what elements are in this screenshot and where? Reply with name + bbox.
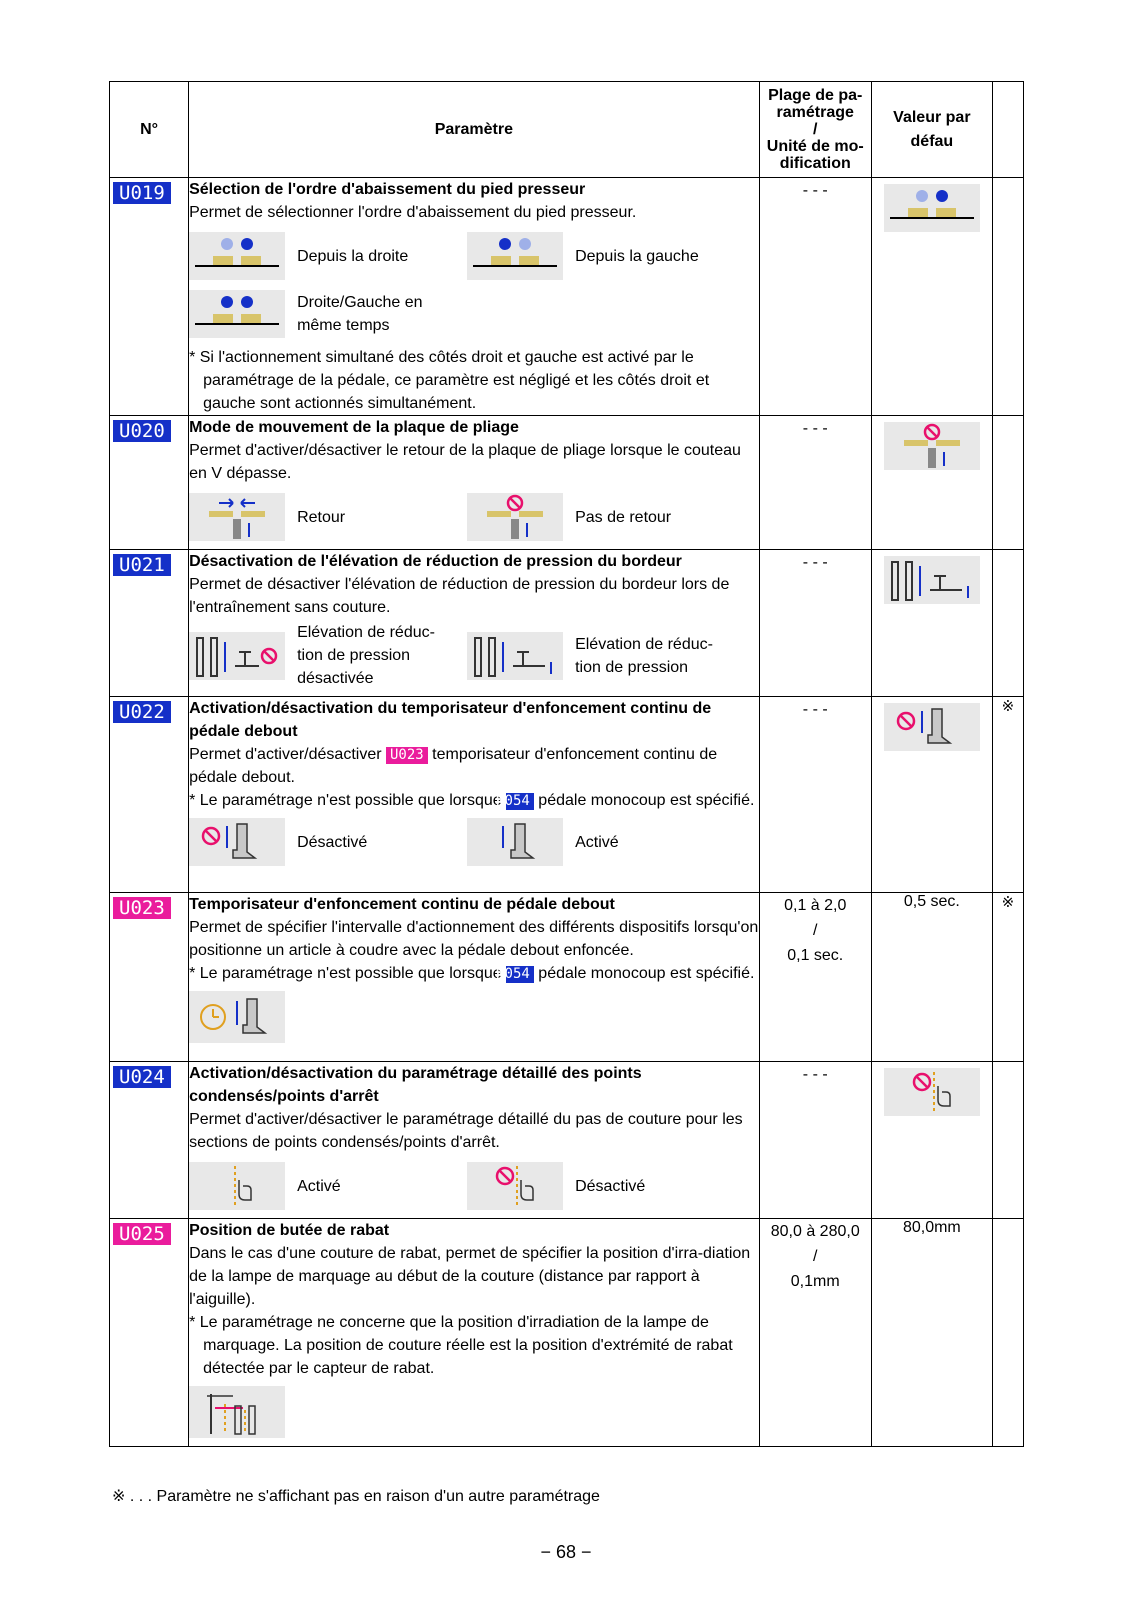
range-value: - - - [802,554,828,571]
hidden-param-mark: ※ [1001,894,1015,911]
option-item [467,816,745,868]
range-value: - - - [802,182,828,199]
option-label: Droite/Gauche en même temps [297,294,423,334]
range-min-max: 80,0 à 280,0 [770,1223,860,1240]
pressure-lift-icon [884,556,980,604]
header-default: Valeur par défau [871,82,992,178]
parameter-title: Temporisateur d'enfoncement continu de pédale debout [189,896,615,913]
option-label: Désactivé [297,833,368,851]
range-value: - - - [802,1066,828,1083]
parameter-code-badge: U023 [113,897,171,919]
option-label: Depuis la droite [297,247,409,265]
option-item [467,491,745,543]
option-item [189,1160,467,1212]
page-number: − 68 − [540,1542,592,1562]
footnote: ※ . . . Paramètre ne s'affichant pas en raison d'un autre paramétrage [112,1488,600,1505]
parameter-description: Permet de désactiver l'élévation de réduction de pression du bordeur lors de l'entraînement sans couture. [189,576,730,616]
parameter-code-badge: U022 [113,701,171,723]
parameter-title: Désactivation de l'élévation de réduction de pression du bordeur [189,553,682,570]
range-min-max: 0,1 à 2,0 [784,897,847,914]
parameter-title: Position de butée de rabat [189,1222,390,1239]
option-item [467,621,745,690]
inline-code-badge: K054 [506,966,534,983]
table-row [110,416,1024,550]
option-item [189,491,467,543]
parameter-note: * Le paramétrage n'est possible que lorsque K054 pédale monocoup est spécifié. [189,965,755,982]
parameter-description: Dans le cas d'une couture de rabat, permet de spécifier la position d'irra-diation de la lampe de marquage au début de la couture (distance par rapport à l'aiguille). [189,1245,751,1308]
table-row: U025 Position de butée de rabat Dans le cas d'une couture de rabat, permet de spécifier la position d'irra-diation de la lampe de marquage au début de la couture (distance par rapport à l'aiguille). * Le paramétrage ne concerne que la position d'irradiation de la lampe de marquage. La position de couture réelle est la position d'extrémité de rabat détectée par le capteur de rabat. 80,0 à 280,0 / 0,1mm 80,0mm [110,1219,1024,1447]
range-value: - - - [802,701,828,718]
parameter-title: Mode de mouvement de la plaque de pliage [189,419,519,436]
pedal-timer-icon [189,991,285,1043]
condensed-stitch-disabled-icon [467,1162,563,1210]
option-item [189,230,467,282]
default-value: 0,5 sec. [903,893,960,910]
folding-plate-no-return-icon [884,422,980,470]
presser-foot-right-first-icon [189,232,285,280]
presser-foot-left-first-icon [467,232,563,280]
condensed-stitch-disabled-icon [884,1068,980,1116]
option-label: Pas de retour [575,508,672,526]
hem-stopper-position-icon [189,1386,285,1438]
option-item [189,816,467,868]
parameter-note: * Le paramétrage ne concerne que la position d'irradiation de la lampe de marquage. La position de couture réelle est la position d'extrémité de rabat détectée par le capteur de rabat. [189,1314,733,1377]
parameter-title: Sélection de l'ordre d'abaissement du pied presseur [189,181,586,198]
option-label: Activé [575,833,619,851]
option-item [467,230,745,282]
parameter-table [109,81,1024,1447]
option-label: Elévation de réduc-tion de pression désactivée [297,624,435,687]
parameter-title: Activation/désactivation du paramétrage détaillé des points condensés/points d'arrêt [189,1065,642,1105]
hidden-param-mark: ※ [1001,698,1015,715]
pedal-timer-disabled-icon [884,703,980,751]
table-row [110,697,1024,893]
option-item [189,621,467,690]
pedal-timer-disabled-icon [189,818,285,866]
option-label: Activé [297,1177,341,1195]
presser-foot-right-first-icon [884,184,980,232]
parameter-code-badge: U025 [113,1223,171,1245]
option-label: Elévation de réduc-tion de pression [575,635,713,676]
inline-code-badge: K054 [506,793,534,810]
folding-plate-return-icon [189,493,285,541]
header-parameter: Paramètre [189,82,760,178]
parameter-description: Permet d'activer/désactiver le retour de la plaque de pliage lorsque le couteau en V dépasse. [189,442,741,482]
parameter-code-badge: U021 [113,554,171,576]
parameter-description: Permet de sélectionner l'ordre d'abaissement du pied presseur. [189,204,637,221]
range-value: - - - [802,420,828,437]
option-label: Depuis la gauche [575,247,699,265]
table-header-row [110,82,1024,178]
presser-foot-simultaneous-icon [189,290,285,338]
header-range: Plage de pa- ramétrage / Unité de mo- dification [759,82,871,178]
pedal-timer-enabled-icon [467,818,563,866]
table-row [110,1062,1024,1219]
parameter-code-badge: U019 [113,182,171,204]
parameter-note: * Si l'actionnement simultané des côtés droit et gauche est activé par le paramétrage de la pédale, ce paramètre est négligé et les côtés droit et gauche sont actionnés simultanément. [189,349,710,412]
default-value: 80,0mm [902,1219,961,1236]
parameter-code-badge: U024 [113,1066,171,1088]
parameter-note: * Le paramétrage n'est possible que lorsque K054 pédale monocoup est spécifié. [189,792,755,809]
option-label: Désactivé [575,1177,646,1195]
parameter-code-badge: U020 [113,420,171,442]
table-row: U023 Temporisateur d'enfoncement continu de pédale debout Permet de spécifier l'intervalle d'actionnement des différents dispositifs lorsqu'on positionne un article à coudre avec la pédale debout enfoncée. * Le paramétrage n'est possible que lorsque K054 pédale monocoup est spécifié. 0,1 à 2,0 / 0,1 sec. 0,5 sec. ※ [110,893,1024,1062]
condensed-stitch-enabled-icon [189,1162,285,1210]
parameter-description: Permet d'activer/désactiver U023 temporisateur d'enfoncement continu de pédale debout. [189,746,718,786]
parameter-description: Permet d'activer/désactiver le paramétrage détaillé du pas de couture pour les sections de points condensés/points d'arrêt. [189,1111,743,1151]
option-item [467,1160,745,1212]
range-unit: 0,1mm [790,1273,840,1290]
parameter-description: Permet de spécifier l'intervalle d'actionnement des différents dispositifs lorsqu'on positionne un article à coudre avec la pédale debout enfoncée. [189,919,759,959]
option-item [189,288,467,340]
header-mark [992,82,1023,178]
table-row [110,550,1024,697]
header-number: N° [110,82,189,178]
table-row [110,178,1024,416]
parameter-title: Activation/désactivation du temporisateur d'enfoncement continu de pédale debout [189,700,712,740]
pressure-lift-icon [467,632,563,680]
option-label: Retour [297,508,346,526]
pressure-lift-disabled-icon [189,632,285,680]
range-unit: 0,1 sec. [787,947,844,964]
folding-plate-no-return-icon [467,493,563,541]
inline-code-badge: U023 [386,747,428,764]
